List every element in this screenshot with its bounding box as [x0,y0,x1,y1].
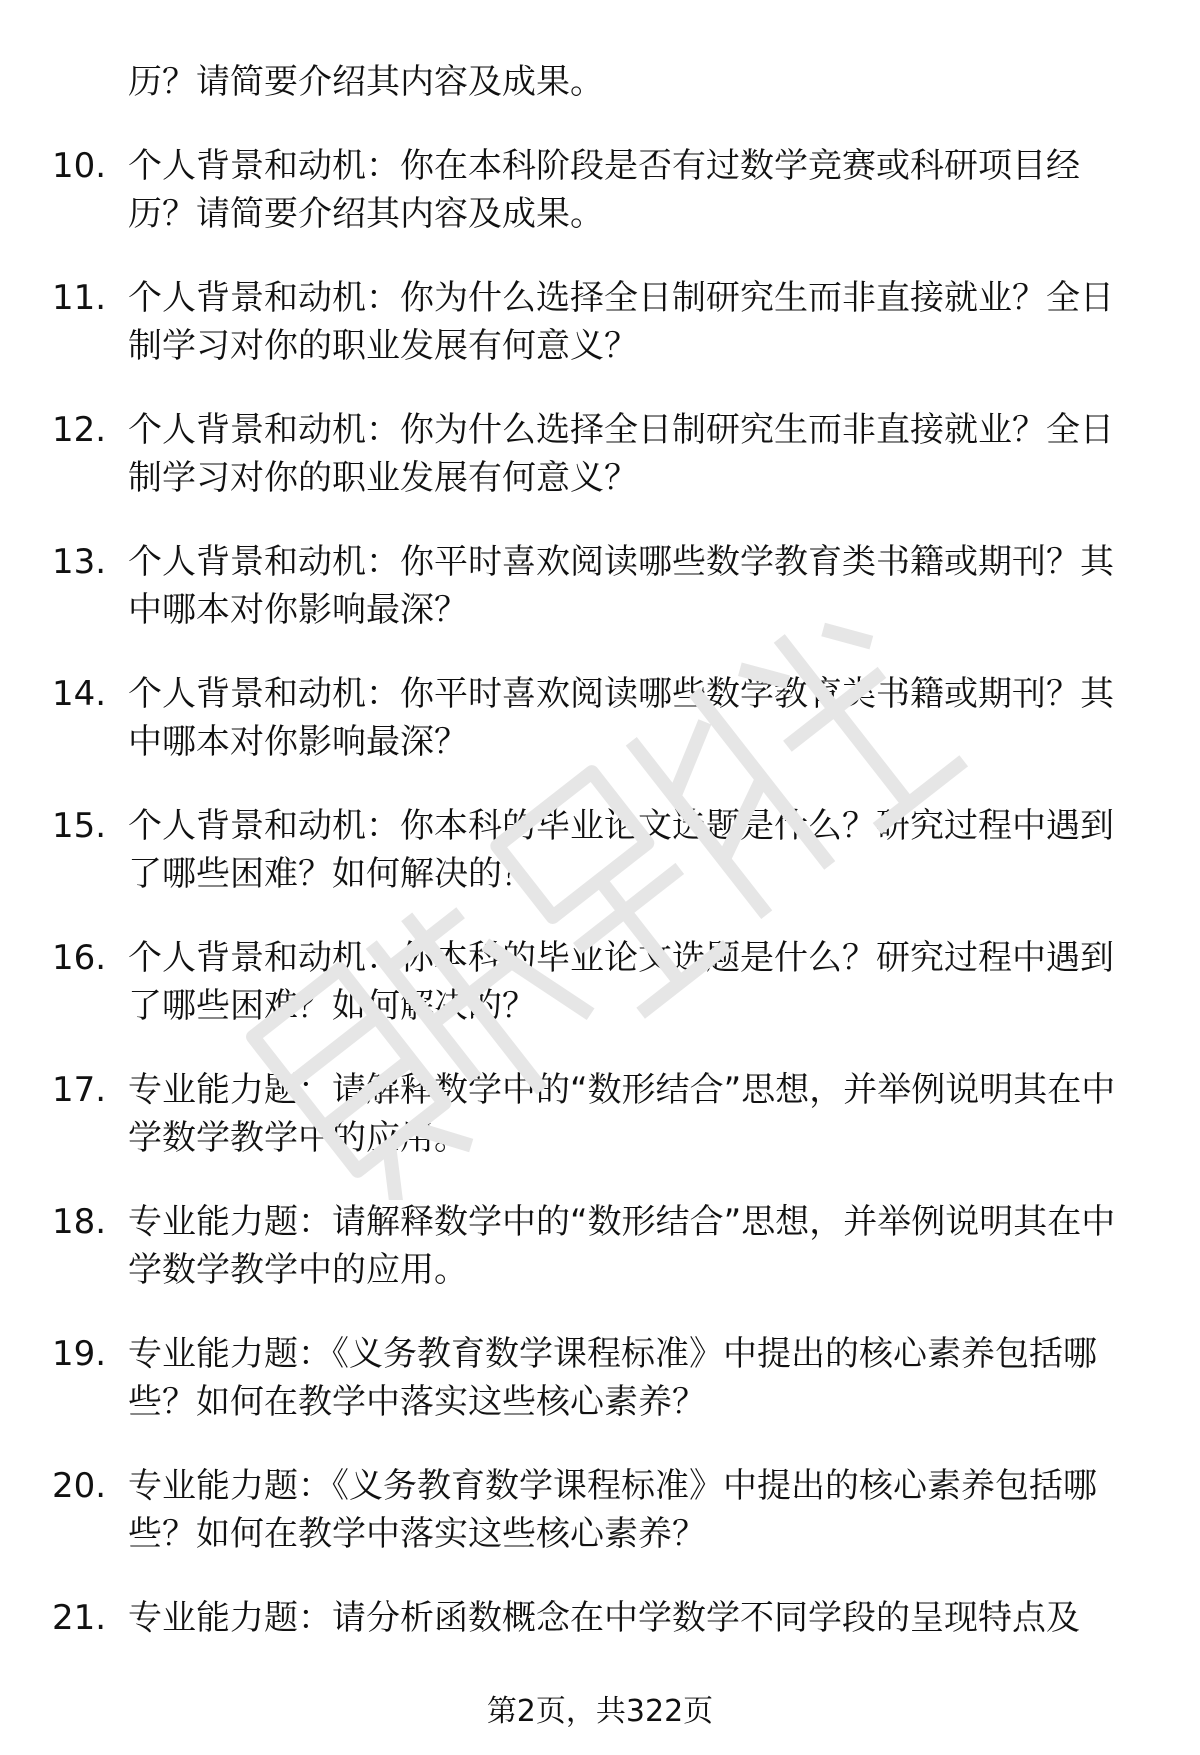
question-number: 15. [52,806,107,846]
list-item [0,406,1200,538]
question-number: 11. [52,278,107,318]
question-number: 14. [52,674,107,714]
list-item [0,1462,1200,1594]
question-text: 专业能力题：请解释数学中的“数形结合”思想，并举例说明其在中学数学教学中的应用。 [128,1202,1116,1290]
question-text: 个人背景和动机：你为什么选择全日制研究生而非直接就业？全日制学习对你的职业发展有何意义？ [128,410,1114,498]
list-item [0,934,1200,1066]
page-footer: 第2页，共322页 [486,1694,714,1729]
question-text: 个人背景和动机：你本科的毕业论文选题是什么？研究过程中遇到了哪些困难？如何解决的？ [128,938,1114,1026]
question-text: 专业能力题：《义务教育数学课程标准》中提出的核心素养包括哪些？如何在教学中落实这些核心素养？ [128,1334,1097,1422]
question-text: 专业能力题：请分析函数概念在中学数学不同学段的呈现特点及 [128,1598,1080,1638]
continuation-text: 历？请简要介绍其内容及成果。 [128,62,604,102]
question-text: 个人背景和动机：你在本科阶段是否有过数学竞赛或科研项目经历？请简要介绍其内容及成果。 [128,146,1080,234]
list-item [0,1330,1200,1462]
list-item [0,538,1200,670]
question-number: 20. [52,1466,107,1506]
question-number: 17. [52,1070,107,1110]
question-number: 13. [52,542,107,582]
list-item [0,142,1200,274]
question-number: 21. [52,1598,107,1638]
list-item [0,1198,1200,1330]
question-text: 专业能力题：《义务教育数学课程标准》中提出的核心素养包括哪些？如何在教学中落实这些核心素养？ [128,1466,1097,1554]
question-number: 12. [52,410,107,450]
list-item [0,1066,1200,1198]
question-text: 个人背景和动机：你平时喜欢阅读哪些数学教育类书籍或期刊？其中哪本对你影响最深？ [128,542,1114,630]
question-text: 专业能力题：请解释数学中的“数形结合”思想，并举例说明其在中学数学教学中的应用。 [128,1070,1116,1158]
question-number: 19. [52,1334,107,1374]
question-number: 10. [52,146,107,186]
question-text: 个人背景和动机：你平时喜欢阅读哪些数学教育类书籍或期刊？其中哪本对你影响最深？ [128,674,1114,762]
question-text: 个人背景和动机：你本科的毕业论文选题是什么？研究过程中遇到了哪些困难？如何解决的？ [128,806,1114,894]
question-number: 16. [52,938,107,978]
question-number: 18. [52,1202,107,1242]
question-list [0,142,1200,1726]
list-item [0,802,1200,934]
list-item [0,670,1200,802]
list-item [0,274,1200,406]
question-text: 个人背景和动机：你为什么选择全日制研究生而非直接就业？全日制学习对你的职业发展有何意义？ [128,278,1114,366]
